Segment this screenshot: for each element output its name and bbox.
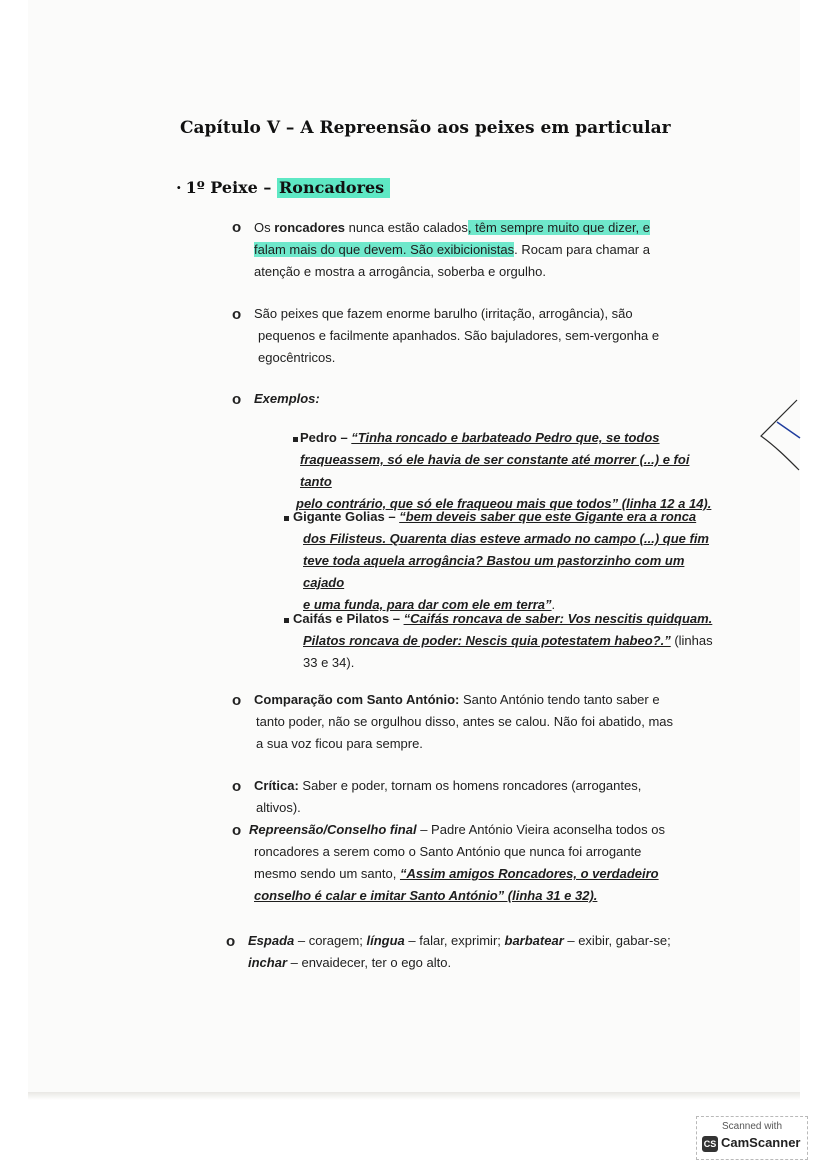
pen-scribble [755,398,805,473]
chapter-title: Capítulo V – A Repreensão aos peixes em particular [180,118,671,138]
example-name: Gigante Golias – [293,509,400,524]
quote: fraqueassem, só ele havia de ser constante até morrer (...) e foi tanto [300,452,690,489]
bold-term: roncadores [274,220,346,235]
text: Os [254,220,275,235]
bullet-o: o [232,778,242,795]
text: Santo António tendo tanto saber e [459,692,660,707]
camscanner-watermark [696,1116,808,1160]
text: Saber e poder, tornam os homens roncadores (arrogantes, [298,778,642,793]
quote: “Tinha roncado e barbateado Pedro que, se todos [351,430,660,445]
term: barbatear [504,933,564,948]
quote: “Caifás roncava de saber: Vos nescitis quidquam. [403,611,713,626]
example-golias [293,506,723,616]
watermark-line2: CamScanner [721,1135,801,1150]
quote: conselho é calar e imitar Santo António” (linha 31 e 32). [254,888,598,903]
highlighted-text: falam mais do que devem. São exibicionistas [254,242,515,257]
text: mesmo sendo um santo, [254,866,400,881]
section-prefix: 1º Peixe – [185,178,277,197]
text: (linhas [670,633,713,648]
bullet-o: o [232,219,242,236]
square-bullet [284,618,289,623]
paragraph-barulho [254,303,724,369]
text: . Rocam para chamar a [514,242,650,257]
text: – falar, exprimir; [404,933,505,948]
quote: pelo contrário, que só ele fraqueou mais que todos” (linha 12 a 14). [296,496,712,511]
text: altivos). [256,800,301,815]
label: Crítica: [254,778,299,793]
bullet-o: o [226,933,236,950]
example-name: Pedro – [300,430,352,445]
watermark-line1: Scanned with [721,1121,783,1132]
bullet-o: o [232,306,242,323]
paragraph-repreensao [249,819,719,907]
bullet-o: o [232,391,242,408]
quote: teve toda aquela arrogância? Bastou um pastorzinho com um cajado [303,553,685,590]
page-edge-shadow [28,1092,800,1100]
highlighted-text: , têm sempre muito que dizer, e [467,220,651,235]
section-name-highlighted: Roncadores [277,178,390,198]
text: – Padre António Vieira aconselha todos os [416,822,665,837]
text: Exemplos: [254,391,320,406]
text: São peixes que fazem enorme barulho (irritação, arrogância), são [254,306,633,321]
label: Repreensão/Conselho final [249,822,417,837]
quote: Pilatos roncava de poder: Nescis quia potestatem habeo?.” [303,633,671,648]
text: nunca estão calados [345,220,468,235]
camscanner-logo-icon: CS [702,1136,718,1152]
example-name: Caifás e Pilatos – [293,611,404,626]
heading-dot: · [176,178,182,197]
text: atenção e mostra a arrogância, soberba e orgulho. [254,264,546,279]
text: – envaidecer, ter o ego alto. [287,955,452,970]
text: – exibir, gabar-se; [563,933,671,948]
section-heading [176,178,390,197]
text: 33 e 34). [303,655,355,670]
examples-label [254,388,320,410]
text: . [551,597,556,612]
text: – coragem; [294,933,367,948]
text: egocêntricos. [258,350,336,365]
term: língua [366,933,405,948]
text: roncadores a serem como o Santo António que nunca foi arrogante [254,844,642,859]
paragraph-comparacao [254,689,724,755]
square-bullet [293,437,298,442]
text: pequenos e facilmente apanhados. São bajuladores, sem-vergonha e [258,328,660,343]
quote: e uma funda, para dar com ele em terra” [303,597,552,612]
quote: “bem deveis saber que este Gigante era a ronca [399,509,697,524]
bullet-o: o [232,692,242,709]
term: Espada [248,933,295,948]
square-bullet [284,516,289,521]
text: tanto poder, não se orgulhou disso, antes se calou. Não foi abatido, mas [256,714,673,729]
label: Comparação com Santo António: [254,692,460,707]
paragraph-glossario [248,930,728,974]
example-caifas-pilatos [293,608,723,674]
example-pedro [296,427,720,515]
quote: “Assim amigos Roncadores, o verdadeiro [399,866,659,881]
quote: dos Filisteus. Quarenta dias esteve armado no campo (...) que fim [303,531,709,546]
text: a sua voz ficou para sempre. [256,736,423,751]
bullet-o: o [232,822,242,839]
paragraph-critica [254,775,724,819]
paragraph-roncadores [254,217,724,283]
term: inchar [248,955,288,970]
